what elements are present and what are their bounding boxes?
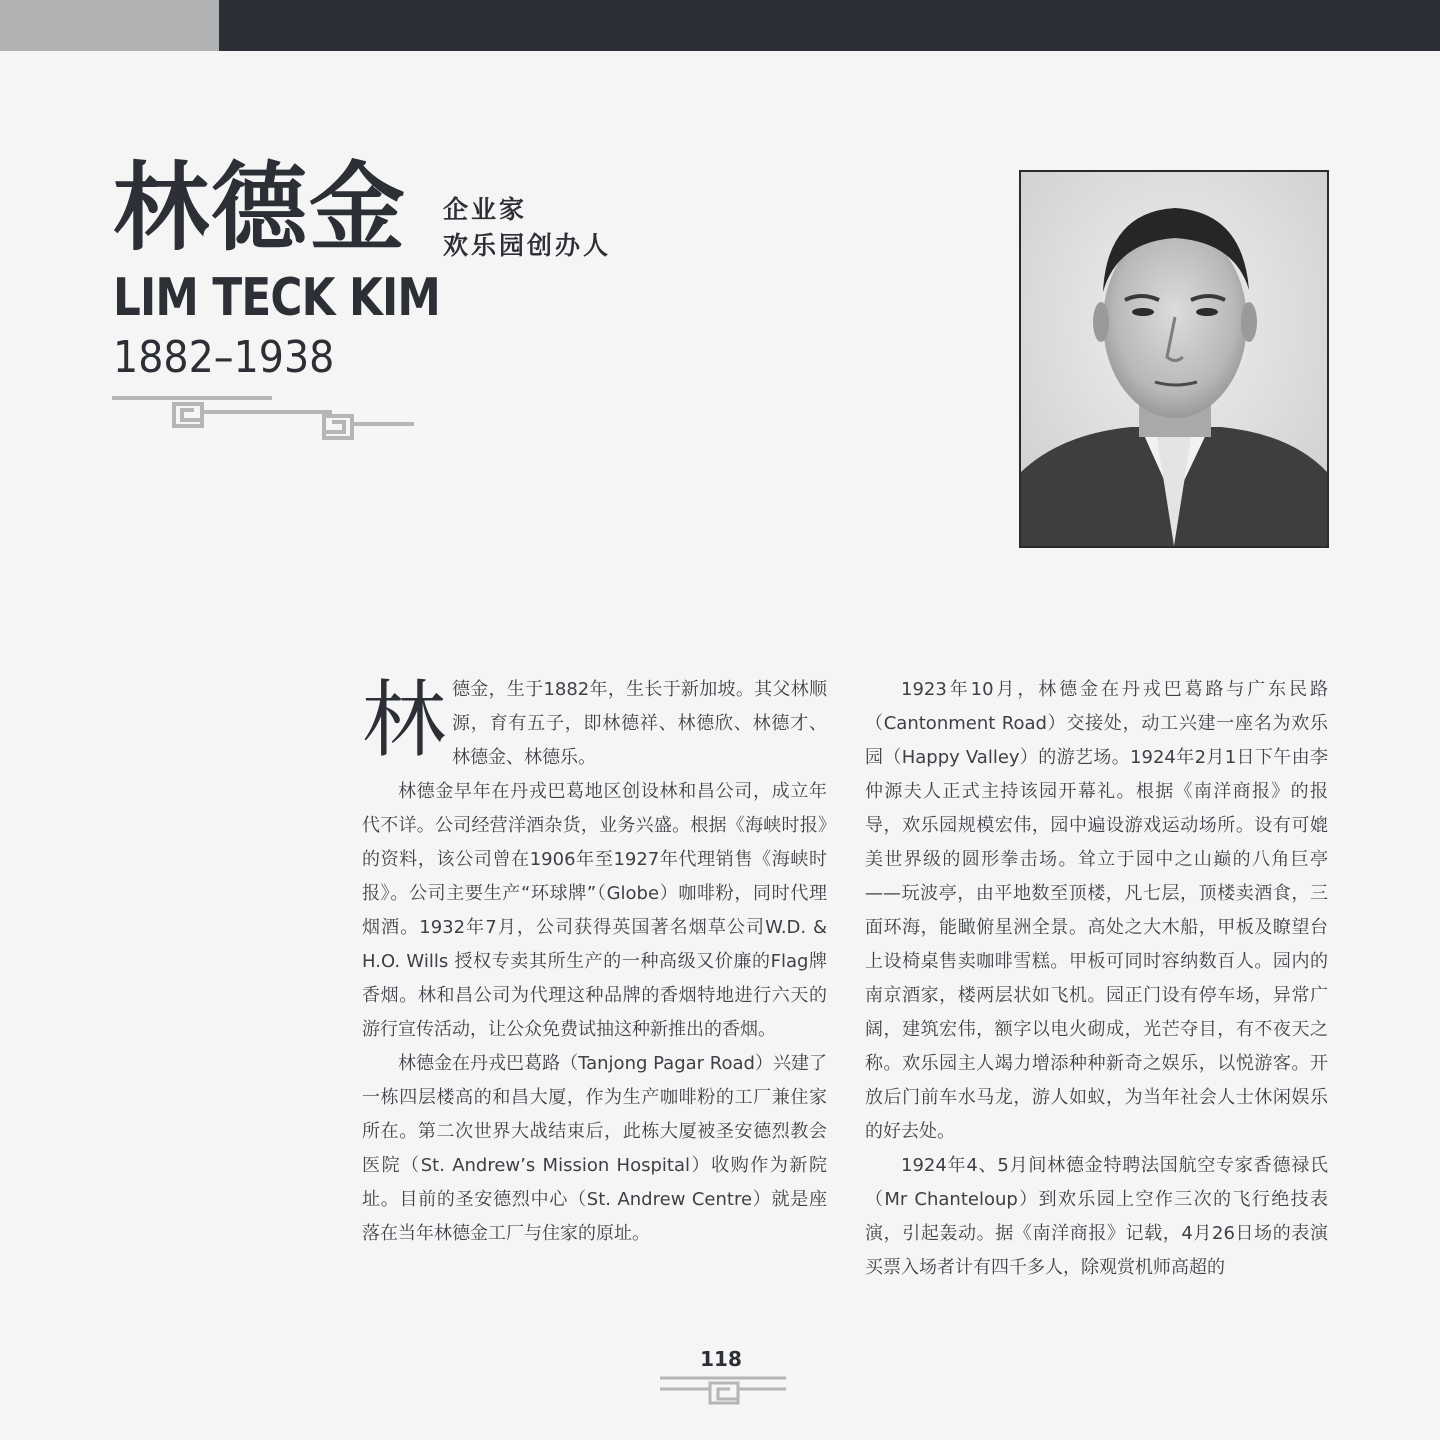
meander-ornament-bottom — [660, 1375, 786, 1405]
life-years: 1882–1938 — [113, 332, 335, 383]
meander-ornament-top — [112, 392, 414, 444]
paragraph: 林德金早年在丹戎巴葛地区创设林和昌公司，成立年代不详。公司经营洋酒杂货，业务兴盛。根据《海峡时报》的资料，该公司曾在1906年至1927年代理销售《海峡时报》。公司主要生产“环球牌”（Globe）咖啡粉，同时代理烟酒。1932年7月，公司获得英国著名烟草公司W.D. & H.O. Wills 授权专卖其所生产的一种高级又价廉的Flag牌香烟。林和昌公司为代理这种品牌的香烟特地进行六天的游行宣传活动，让公众免费试抽这种新推出的香烟。 — [362, 781, 827, 1040]
top-bar — [219, 0, 1440, 51]
page-title-chinese: 林德金 — [113, 152, 407, 264]
article-column-right — [865, 673, 1328, 1285]
drop-cap: 林 — [362, 671, 447, 769]
paragraph: 德金，生于1882年，生长于新加坡。其父林顺源，育有五子，即林德祥、林德欣、林德才、林德金、林德乐。 — [452, 679, 827, 768]
page-number: 118 — [700, 1347, 742, 1371]
role-entrepreneur: 企业家 — [443, 195, 528, 224]
top-bar-accent — [0, 0, 219, 51]
article-column-left — [362, 673, 827, 1251]
paragraph: 1923年10月，林德金在丹戎巴葛路与广东民路（Cantonment Road）交接处，动工兴建一座名为欢乐园（Happy Valley）的游艺场。1924年2月1日下午由李仲源夫人正式主持该园开幕礼。根据《南洋商报》的报导，欢乐园规模宏伟，园中遍设游戏运动场所。设有可媲美世界级的圆形拳击场。耸立于园中之山巅的八角巨亭——玩波亭，由平地数至顶楼，凡七层，顶楼卖酒食，三面环海，能瞰俯星洲全景。高处之大木船，甲板及瞭望台上设椅桌售卖咖啡雪糕。甲板可同时容纳数百人。园内的南京酒家，楼两层状如飞机。园正门设有停车场，异常广阔，建筑宏伟，额字以电火砌成，光芒夺目，有不夜天之称。欢乐园主人竭力增添种种新奇之娱乐，以悦游客。开放后门前车水马龙，游人如蚁，为当年社会人士休闲娱乐的好去处。 — [865, 679, 1328, 1142]
portrait-photo — [1019, 170, 1329, 548]
paragraph: 林德金在丹戎巴葛路（Tanjong Pagar Road）兴建了一栋四层楼高的和昌大厦，作为生产咖啡粉的工厂兼住家所在。第二次世界大战结束后，此栋大厦被圣安德烈教会医院（St. Andrew’s Mission Hospital）收购作为新院址。目前的圣安德烈中心（St. Andrew Centre）就是座落在当年林德金工厂与住家的原址。 — [362, 1053, 827, 1244]
paragraph: 1924年4、5月间林德金特聘法国航空专家香德禄氏（Mr Chanteloup）到欢乐园上空作三次的飞行绝技表演，引起轰动。据《南洋商报》记载，4月26日场的表演买票入场者计有四千多人，除观赏机师高超的 — [865, 1155, 1328, 1278]
page-title-english: LIM TECK KIM — [113, 268, 440, 328]
role-founder: 欢乐园创办人 — [443, 231, 612, 260]
roles — [443, 192, 611, 264]
